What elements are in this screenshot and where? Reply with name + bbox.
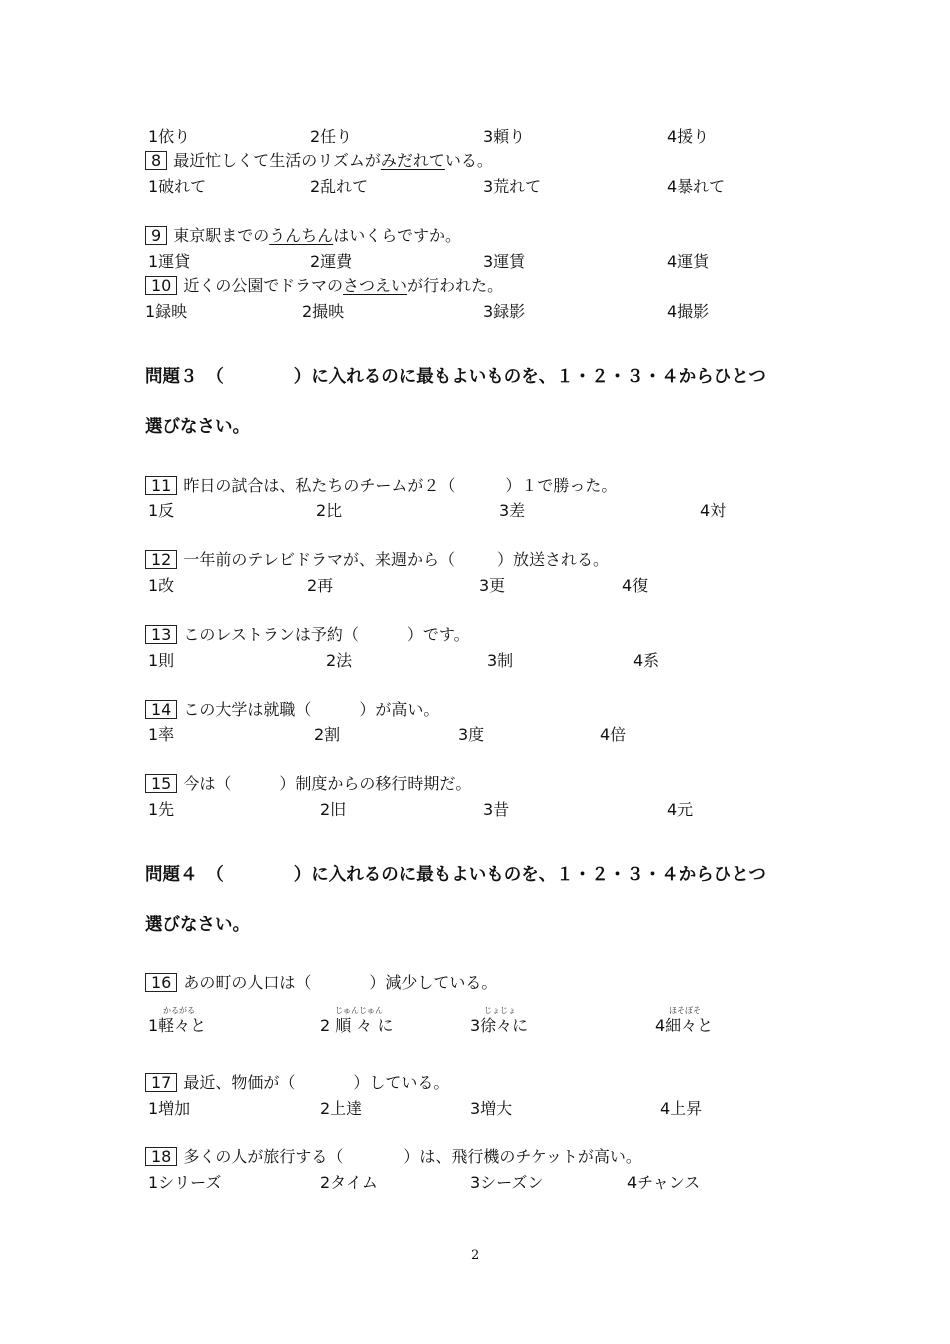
question-number: 12: [145, 550, 177, 569]
option: 1破れて: [148, 177, 207, 196]
question-15: [145, 773, 471, 795]
option: 3録影: [483, 302, 526, 321]
furigana: じゅんじゅん: [335, 1006, 383, 1015]
option: 2タイム: [320, 1173, 378, 1192]
option: 1運貸: [148, 252, 191, 271]
option: 4復: [622, 576, 649, 595]
option: 3更: [479, 576, 506, 595]
question-text: はいくらですか。: [333, 226, 462, 245]
question-17: [145, 1072, 449, 1094]
option: 3増大: [470, 1099, 513, 1118]
option: 1改: [148, 576, 175, 595]
option: 4系: [633, 651, 660, 670]
question-text: ）放送される。: [497, 550, 610, 569]
question-18: [145, 1146, 642, 1168]
question-number: 9: [145, 226, 167, 245]
option: 2旧: [320, 800, 347, 819]
question-number: 18: [145, 1147, 177, 1166]
question-number: 10: [145, 276, 177, 295]
question-text: この大学は就職（: [183, 700, 312, 719]
question-text: ）している。: [353, 1073, 450, 1092]
option: 2割: [314, 725, 341, 744]
option: 3徐々に: [470, 1016, 529, 1035]
option: 4援り: [667, 127, 710, 146]
option: 4暴れて: [667, 177, 726, 196]
option: 3制: [487, 651, 514, 670]
question-8: [145, 150, 493, 172]
option: 4撮影: [667, 302, 710, 321]
option: 3差: [499, 501, 526, 520]
question-number: 15: [145, 774, 177, 793]
option: 3シーズン: [470, 1173, 544, 1192]
option: 4対: [700, 501, 727, 520]
question-13: [145, 624, 470, 646]
question-12: [145, 549, 609, 571]
question-14: [145, 699, 439, 721]
question-number: 14: [145, 700, 177, 719]
question-text: 最近、物価が（: [183, 1073, 296, 1092]
underlined-word: さつえい: [343, 276, 408, 295]
option: 2運費: [310, 252, 353, 271]
option: 1率: [148, 725, 175, 744]
option: 2任り: [310, 127, 353, 146]
question-9: [145, 225, 461, 247]
section-3-heading: 問題３ （ ）に入れるのに最もよいものを、１・２・３・４からひとつ: [145, 367, 766, 387]
underlined-word: みだれて: [380, 151, 445, 170]
question-text: 昨日の試合は、私たちのチームが２（: [183, 476, 456, 495]
option: 1録映: [145, 302, 188, 321]
option: 2 順 々 に: [320, 1016, 394, 1035]
option: 4運貨: [667, 252, 710, 271]
page-number: 2: [471, 1248, 480, 1263]
option: 1反: [148, 501, 175, 520]
option: 2再: [307, 576, 334, 595]
question-10: [145, 275, 503, 297]
option: 3運賃: [483, 252, 526, 271]
option: 2比: [316, 501, 343, 520]
option: 2法: [326, 651, 353, 670]
section-3-heading-line2: 選びなさい。: [145, 417, 250, 437]
option: 3昔: [483, 800, 510, 819]
option: 3頼り: [483, 127, 526, 146]
question-text: 最近忙しくて生活のリズムが: [173, 151, 381, 170]
option: 4細々と: [655, 1016, 714, 1035]
question-number: 11: [145, 476, 177, 495]
option: 1シリーズ: [148, 1173, 222, 1192]
question-number: 16: [145, 973, 177, 992]
section-4-heading: 問題４ （ ）に入れるのに最もよいものを、１・２・３・４からひとつ: [145, 865, 766, 885]
question-number: 17: [145, 1073, 177, 1092]
option: 4倍: [600, 725, 627, 744]
furigana: ほそぼそ: [669, 1006, 701, 1015]
question-text: ）です。: [406, 625, 470, 644]
question-text: 今は（: [183, 774, 232, 793]
section-4-heading-line2: 選びなさい。: [145, 915, 250, 935]
option: 4元: [667, 800, 694, 819]
option: 2上達: [320, 1099, 363, 1118]
question-text: あの町の人口は（: [183, 973, 312, 992]
option: 1依り: [148, 127, 191, 146]
question-text: 東京駅までの: [173, 226, 270, 245]
question-11: [145, 475, 617, 497]
option: 1先: [148, 800, 175, 819]
underlined-word: うんちん: [269, 226, 334, 245]
question-16: [145, 972, 497, 994]
question-text: 近くの公園でドラマの: [183, 276, 344, 295]
option: 4チャンス: [627, 1173, 701, 1192]
option: 1則: [148, 651, 175, 670]
option: 3荒れて: [483, 177, 542, 196]
option: 4上昇: [660, 1099, 703, 1118]
question-text: 一年前のテレビドラマが、来週から（: [183, 550, 456, 569]
question-number: 8: [145, 151, 167, 170]
option: 1増加: [148, 1099, 191, 1118]
option: 2乱れて: [310, 177, 369, 196]
question-text: いる。: [444, 151, 493, 170]
question-number: 13: [145, 625, 177, 644]
option: 1軽々と: [148, 1016, 207, 1035]
furigana: じょじょ: [484, 1006, 516, 1015]
question-text: ）は、飛行機のチケットが高い。: [403, 1147, 642, 1166]
question-text: ）制度からの移行時期だ。: [279, 774, 472, 793]
question-text: ）１で勝った。: [505, 476, 618, 495]
option: 2撮映: [302, 302, 345, 321]
option: 3度: [458, 725, 485, 744]
question-text: このレストランは予約（: [183, 625, 359, 644]
question-text: ）が高い。: [359, 700, 440, 719]
question-text: 多くの人が旅行する（: [183, 1147, 344, 1166]
furigana: かるがる: [163, 1006, 195, 1015]
question-text: ）減少している。: [369, 973, 498, 992]
question-text: が行われた。: [407, 276, 504, 295]
